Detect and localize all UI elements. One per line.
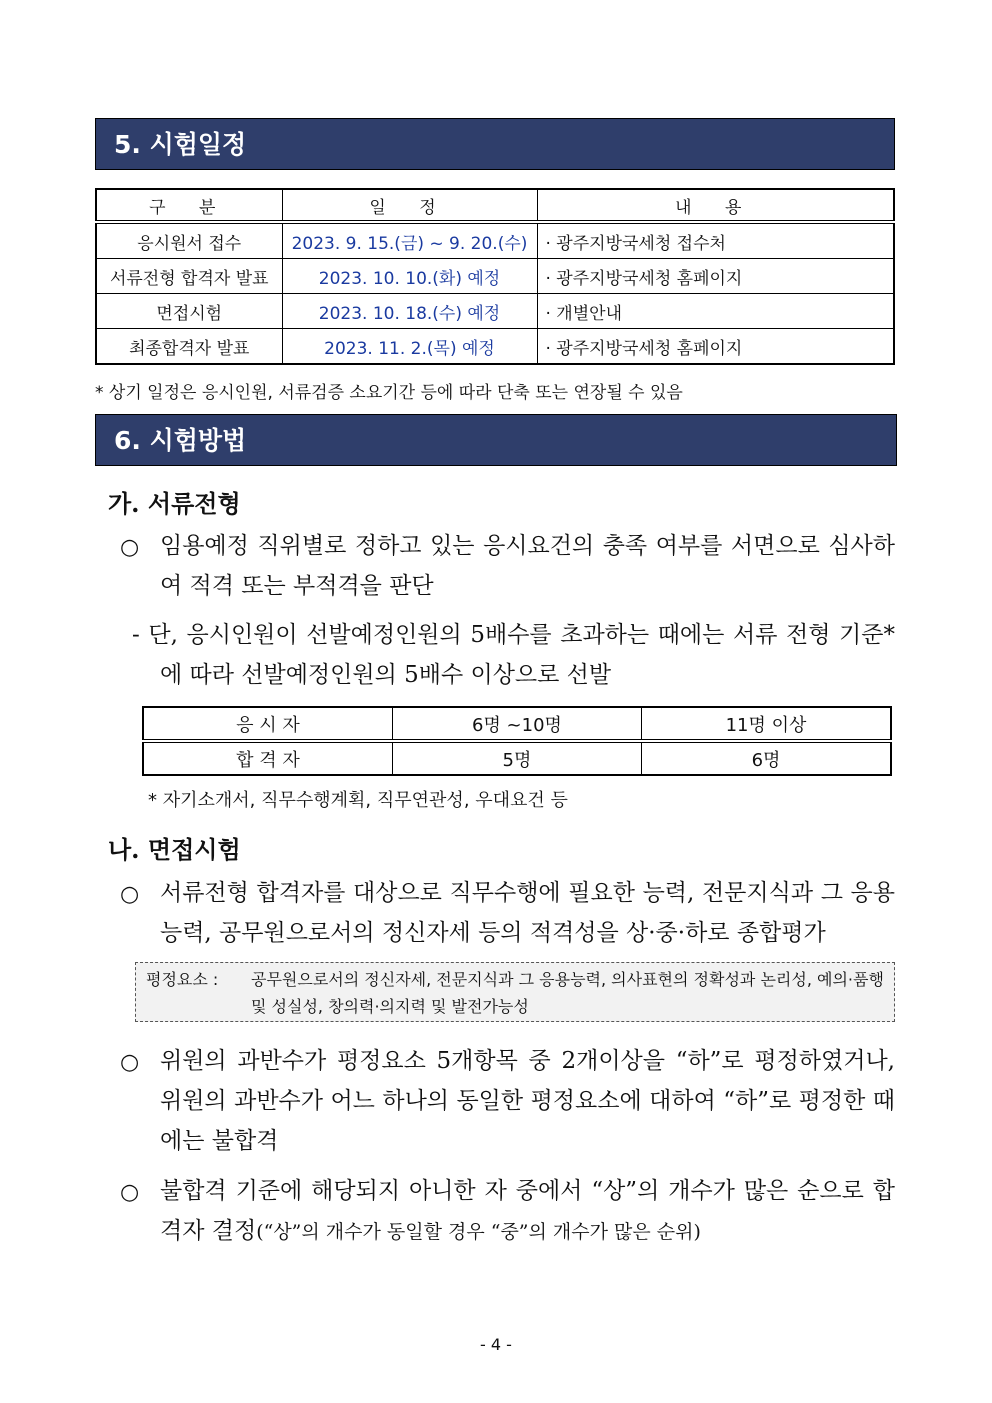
table-row [96,294,894,329]
interview-paragraph-3-note: (“상”의 개수가 동일할 경우 “중”의 개수가 많은 순위) [256,1221,701,1243]
schedule-header-row [96,189,894,222]
schedule-header-date: 일 정 [282,189,537,222]
schedule-header-category: 구 분 [96,189,282,222]
schedule-note: * 상기 일정은 응시인원, 서류검증 소요기간 등에 따라 단축 또는 연장될 수 있음 [95,383,683,403]
evaluation-factors-box [135,962,895,1022]
table-row [143,707,891,741]
criteria-applicants-label: 응 시 자 [143,707,392,741]
schedule-category: 최종합격자 발표 [96,329,282,365]
interview-paragraph-1: 서류전형 합격자를 대상으로 직무수행에 필요한 능력, 전문지식과 그 응용능력, 공무원으로서의 정신자세 등의 적격성을 상·중·하로 종합평가 [160,880,895,946]
schedule-category: 서류전형 합격자 발표 [96,259,282,294]
interview-heading: 나. 면접시험 [108,835,241,864]
circle-bullet-icon: ○ [120,535,140,560]
section-5-title: 5. 시험일정 [95,118,895,170]
interview-paragraph-3-main: 불합격 기준에 해당되지 아니한 자 중에서 “상”의 개수가 많은 순으로 합격자 결정 [160,1178,895,1244]
schedule-date: 2023. 11. 2.(목) 예정 [282,329,537,365]
table-row [96,329,894,365]
evaluation-factors-label: 평정요소 : [146,970,219,989]
evaluation-factors-text: 공무원으로서의 정신자세, 전문지식과 그 응용능력, 의사표현의 정확성과 논리성, 예의·품행 및 성실성, 창의력·의지력 및 발전가능성 [251,970,884,1016]
schedule-date: 2023. 9. 15.(금) ~ 9. 20.(수) [282,222,537,259]
criteria-range-a: 6명 ~10명 [392,707,641,741]
schedule-content: · 광주지방국세청 접수처 [537,222,894,259]
schedule-date: 2023. 10. 10.(화) 예정 [282,259,537,294]
schedule-table [95,188,895,365]
criteria-range-b: 11명 이상 [642,707,891,741]
criteria-passers-label: 합 격 자 [143,741,392,775]
circle-bullet-icon: ○ [120,1050,140,1075]
doc-screening-paragraph: 임용예정 직위별로 정하고 있는 응시요건의 충족 여부를 서면으로 심사하여 적격 또는 부적격을 판단 [160,533,895,599]
criteria-passers-a: 5명 [392,741,641,775]
table-row [96,259,894,294]
interview-paragraph-2: 위원의 과반수가 평정요소 5개항목 중 2개이상을 “하”로 평정하였거나, 위원의 과반수가 어느 하나의 동일한 평정요소에 대하여 “하”로 평정한 때에는 불합격 [160,1048,895,1154]
doc-screening-dash-paragraph: - 단, 응시인원이 선발예정인원의 5배수를 초과하는 때에는 서류 전형 기준*에 따라 선발예정인원의 5배수 이상으로 선발 [132,622,895,688]
page-number: - 4 - [480,1335,512,1354]
section-6-title: 6. 시험방법 [95,414,897,466]
interview-paragraph-3 [160,1171,895,1252]
circle-bullet-icon: ○ [120,1180,140,1205]
screening-footnote: * 자기소개서, 직무수행계획, 직무연관성, 우대요건 등 [148,790,568,811]
schedule-category: 면접시험 [96,294,282,329]
table-row [96,222,894,259]
schedule-content: · 광주지방국세청 홈페이지 [537,259,894,294]
screening-criteria-table [142,706,892,776]
table-row [143,741,891,775]
schedule-date: 2023. 10. 18.(수) 예정 [282,294,537,329]
criteria-passers-b: 6명 [642,741,891,775]
schedule-header-content: 내 용 [537,189,894,222]
schedule-content: · 광주지방국세청 홈페이지 [537,329,894,365]
schedule-content: · 개별안내 [537,294,894,329]
schedule-category: 응시원서 접수 [96,222,282,259]
doc-screening-heading: 가. 서류전형 [108,489,241,518]
circle-bullet-icon: ○ [120,882,140,907]
